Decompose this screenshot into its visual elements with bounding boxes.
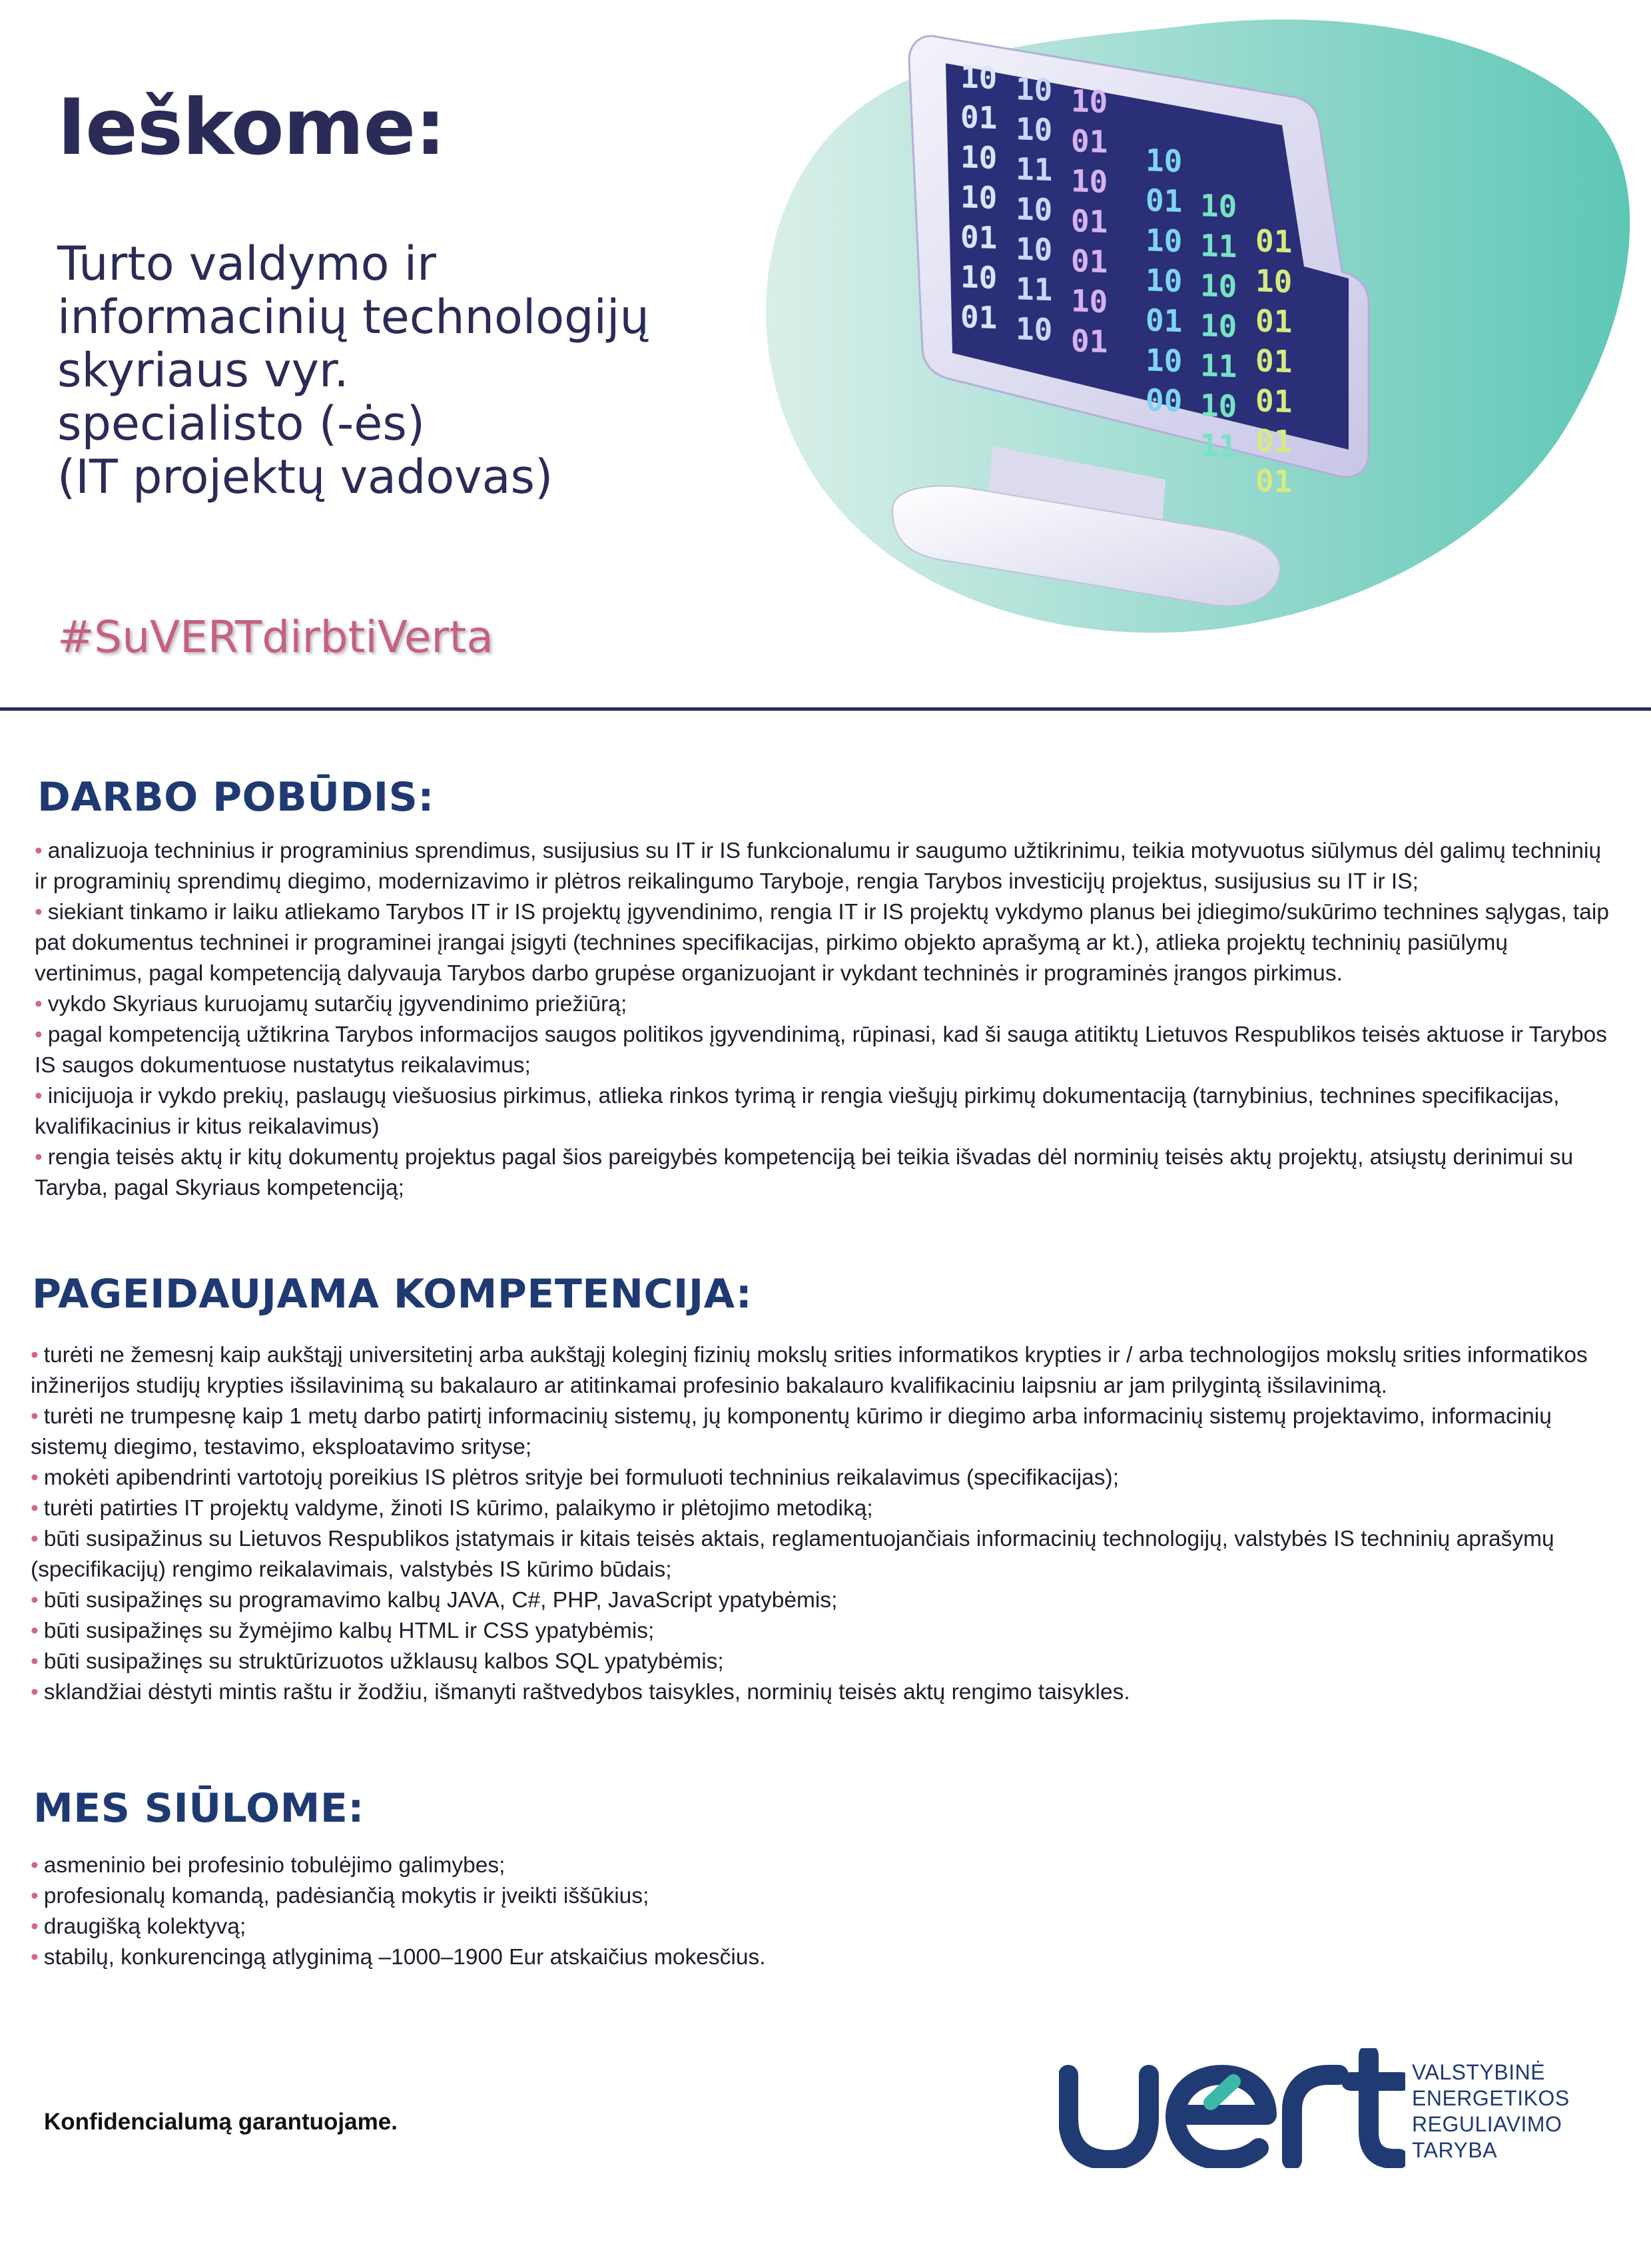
- list-item-text: inicijuoja ir vykdo prekių, paslaugų viešuosius pirkimus, atlieka rinkos tyrimą ir rengia viešųjų pirkimų dokumentaciją (tarnybinius, technines specifikacijas, kvalifikacinius ir kitus reikalavimus): [35, 1084, 1560, 1139]
- bullet-icon: •: [31, 1914, 39, 1939]
- bullet-icon: •: [31, 1588, 39, 1613]
- list-item-text: profesionalų komandą, padėsiančią mokytis ir įveikti iššūkius;: [43, 1884, 649, 1908]
- binary-digit-pair: 01: [960, 218, 998, 256]
- list-item-text: siekiant tinkamo ir laiku atliekamo Tarybos IT ir IS projektų įgyvendinimo, rengia IT ir IS projektų vykdymo planus bei įdiegimo/sukūrimo technines sąlygas, taip pat dokumentus techninei ir programinei įrangai įsigyti (technines specifikacijas, pirkimo objekto aprašymą ar kt.), atlieka projektų techninių pasiūlymų vertinimus, pagal kompetenciją dalyvauja Tarybos darbo grupėse organizuojant ir vykdant techninės ir programinės įrangos pirkimus.: [35, 900, 1609, 986]
- list-item: [31, 1850, 1616, 1881]
- binary-digit-pair: 01: [960, 298, 998, 336]
- bullet-icon: •: [31, 1496, 39, 1521]
- binary-digit-pair: 01: [1146, 302, 1183, 340]
- list-item-text: sklandžiai dėstyti mintis raštu ir žodžiu, išmanyti raštvedybos taisykles, norminių teisės aktų rengimo taisykles.: [43, 1680, 1130, 1704]
- bullet-icon: •: [31, 1884, 39, 1908]
- list-item: [35, 1020, 1620, 1081]
- binary-digit-pair: 00: [1146, 382, 1183, 420]
- list-item-text: vykdo Skyriaus kuruojamų sutarčių įgyvendinimo priežiūrą;: [47, 992, 627, 1016]
- bullet-icon: •: [31, 1945, 39, 1970]
- bullet-icon: •: [31, 1527, 39, 1551]
- page-title: Ieškome:: [57, 83, 446, 173]
- bullet-icon: •: [31, 1680, 39, 1704]
- binary-digit-pair: 10: [960, 179, 998, 216]
- binary-digit-pair: 01: [1255, 382, 1293, 420]
- list-item-text: stabilų, konkurencingą atlyginimą –1000–1900 Eur atskaičius mokesčius.: [43, 1945, 766, 1970]
- list-item: [31, 1942, 1616, 1973]
- list-item: [31, 1881, 1616, 1912]
- list-item: [35, 1142, 1620, 1204]
- binary-digit-pair: 10: [1146, 262, 1183, 300]
- bullet-icon: •: [31, 1343, 39, 1367]
- duties-list: [35, 836, 1620, 1204]
- list-item-text: analizuoja techninius ir programinius sprendimus, susijusius su IT ir IS funkcionalumu ir saugumo užtikrinimu, teikia motyvuotus siūlymus dėl galimų techninių ir programinių sprendimų diegimo, modernizavimo ir plėtros reikalingumo Taryboje, rengia Tarybos investicijų projektus, susijusius su IT ir IS;: [35, 839, 1602, 894]
- vert-logo-icon: [1059, 2048, 1405, 2168]
- binary-digit-pair: 11: [1016, 270, 1053, 308]
- binary-digit-pair: 10: [1200, 267, 1237, 305]
- binary-digit-pair: 01: [1255, 302, 1293, 340]
- list-item-text: mokėti apibendrinti vartotojų poreikius IS plėtros srityje bei formuluoti techninius reikalavimus (specifikacijas);: [43, 1465, 1119, 1490]
- list-item: [31, 1340, 1616, 1401]
- logo-text-line: VALSTYBINĖ: [1412, 2060, 1546, 2084]
- binary-digit-pair: 01: [1255, 222, 1293, 260]
- binary-digit-pair: 01: [1071, 202, 1108, 240]
- binary-digit-pair: 01: [960, 99, 998, 137]
- list-item: [31, 1463, 1616, 1493]
- bullet-icon: •: [31, 1649, 39, 1674]
- binary-digit-pair: 10: [960, 59, 998, 97]
- list-item-text: pagal kompetenciją užtikrina Tarybos informacijos saugos politikos įgyvendinimą, rūpinasi, kad ši sauga atitiktų Lietuvos Respublikos teisės aktuose ir Tarybos IS saugos dokumentuose nustatytus reikalavimus;: [35, 1022, 1607, 1078]
- logo-text: [1412, 2060, 1570, 2163]
- binary-digit-pair: 10: [1071, 282, 1108, 320]
- bullet-icon: •: [35, 839, 43, 863]
- list-item: [35, 836, 1620, 897]
- position-title-line: informacinių technologijų: [57, 290, 649, 344]
- binary-digit-pair: 11: [1016, 151, 1053, 189]
- competencies-list: [31, 1340, 1616, 1708]
- bullet-icon: •: [31, 1404, 39, 1429]
- section-heading-mes-siulome: MES SIŪLOME:: [33, 1785, 364, 1832]
- binary-digit-pair: 10: [960, 139, 998, 177]
- list-item: [35, 897, 1620, 989]
- position-title-line: Turto valdymo ir: [57, 236, 436, 291]
- bullet-icon: •: [35, 1022, 43, 1047]
- binary-digit-pair: 01: [1146, 182, 1183, 220]
- list-item: [31, 1912, 1616, 1942]
- binary-digit-pair: 01: [1071, 242, 1108, 280]
- list-item: [31, 1493, 1616, 1524]
- binary-computer-monitor-icon: [753, 13, 1638, 653]
- list-item-text: būti susipažinęs su žymėjimo kalbų HTML ir CSS ypatybėmis;: [43, 1619, 655, 1643]
- binary-digit-pair: 10: [1071, 83, 1108, 121]
- list-item-text: turėti ne trumpesnę kaip 1 metų darbo patirtį informacinių sistemų, jų komponentų kūrimo ir diegimo arba informacinių sistemų projektavimo, informacinių sistemų diegimo, testavimo, eksploatavimo srityse;: [31, 1404, 1552, 1459]
- binary-digit-pair: 10: [1016, 230, 1053, 268]
- binary-digit-pair: 01: [1255, 422, 1293, 460]
- bullet-icon: •: [35, 1084, 43, 1108]
- logo-text-line: REGULIAVIMO: [1412, 2112, 1562, 2136]
- bullet-icon: •: [31, 1853, 39, 1878]
- binary-digit-pair: 10: [1071, 163, 1108, 200]
- confidentiality-note: Konfidencialumą garantuojame.: [44, 2109, 398, 2135]
- bullet-icon: •: [31, 1619, 39, 1643]
- list-item-text: asmeninio bei profesinio tobulėjimo galimybes;: [43, 1853, 505, 1878]
- binary-digit-pair: 01: [1071, 322, 1108, 360]
- list-item-text: rengia teisės aktų ir kitų dokumentų projektus pagal šios pareigybės kompetenciją bei teikia išvadas dėl norminių teisės aktų projektų, atsiųstų derinimui su Taryba, pagal Skyriaus kompetenciją;: [35, 1145, 1574, 1200]
- offer-list: [31, 1850, 1616, 1973]
- binary-digit-pair: 10: [1016, 310, 1053, 348]
- list-item: [31, 1585, 1616, 1616]
- list-item-text: turėti ne žemesnį kaip aukštąjį universitetinį arba aukštąjį koleginį fizinių mokslų srities informatikos krypties ir / arba technologijos mokslų srities informatikos inžinerijos studijų krypties išsilavinimą su bakalauro ar atitinkamai profesinio bakalauro kvalifikaciniu laipsniu ar jam prilygintą išsilavinimą.: [31, 1343, 1588, 1398]
- binary-digit-pair: 10: [1200, 387, 1237, 425]
- position-title: [57, 237, 763, 504]
- list-item: [35, 989, 1620, 1020]
- header-divider: [0, 707, 1651, 711]
- bullet-icon: •: [35, 1145, 43, 1170]
- binary-digit-pair: 01: [1255, 342, 1293, 380]
- binary-digit-pair: 10: [1255, 262, 1293, 300]
- list-item: [31, 1524, 1616, 1585]
- binary-digit-pair: 11: [1200, 347, 1237, 385]
- binary-digit-pair: 01: [1255, 462, 1293, 500]
- list-item-text: būti susipažinęs su struktūrizuotos užklausų kalbos SQL ypatybėmis;: [43, 1649, 724, 1674]
- bullet-icon: •: [35, 900, 43, 925]
- list-item: [35, 1081, 1620, 1142]
- binary-digit-pair: 10: [1146, 222, 1183, 260]
- list-item-text: būti susipažinus su Lietuvos Respublikos įstatymais ir kitais teisės aktais, reglamentuojančiais informacinių technologijų, valstybės IS techninių aprašymų (specifikacijų) rengimo reikalavimais, valstybės IS kūrimo būdais;: [31, 1527, 1554, 1582]
- bullet-icon: •: [31, 1465, 39, 1490]
- binary-digit-pair: 11: [1200, 427, 1237, 465]
- binary-digit-pair: 10: [1016, 111, 1053, 149]
- logo-text-line: TARYBA: [1412, 2138, 1498, 2162]
- binary-digit-pair: 10: [1146, 342, 1183, 380]
- list-item-text: būti susipažinęs su programavimo kalbų JAVA, C#, PHP, JavaScript ypatybėmis;: [43, 1588, 838, 1613]
- binary-digit-pair: 10: [1200, 187, 1237, 225]
- list-item: [31, 1647, 1616, 1677]
- binary-digit-pair: 01: [1071, 123, 1108, 161]
- list-item: [31, 1616, 1616, 1647]
- logo-text-line: ENERGETIKOS: [1412, 2086, 1570, 2110]
- hashtag: #SuVERTdirbtiVerta: [57, 611, 494, 663]
- binary-digit-pair: 10: [1146, 142, 1183, 180]
- binary-digit-pair: 10: [1016, 190, 1053, 228]
- position-title-line: (IT projektų vadovas): [57, 450, 553, 504]
- position-title-line: specialisto (-ės): [57, 396, 426, 451]
- list-item: [31, 1401, 1616, 1463]
- binary-digit-pair: 10: [1016, 71, 1053, 109]
- binary-digit-pair: 10: [960, 258, 998, 296]
- list-item: [31, 1677, 1616, 1708]
- position-title-line: skyriaus vyr.: [57, 343, 349, 398]
- binary-digit-pair: 10: [1200, 307, 1237, 345]
- bullet-icon: •: [35, 992, 43, 1016]
- binary-digit-pair: 11: [1200, 227, 1237, 265]
- section-heading-darbo-pobudis: DARBO POBŪDIS:: [37, 774, 434, 821]
- list-item-text: turėti patirties IT projektų valdyme, žinoti IS kūrimo, palaikymo ir plėtojimo metodiką;: [43, 1496, 873, 1521]
- list-item-text: draugišką kolektyvą;: [43, 1914, 246, 1939]
- section-heading-kompetencija: PAGEIDAUJAMA KOMPETENCIJA:: [32, 1271, 753, 1318]
